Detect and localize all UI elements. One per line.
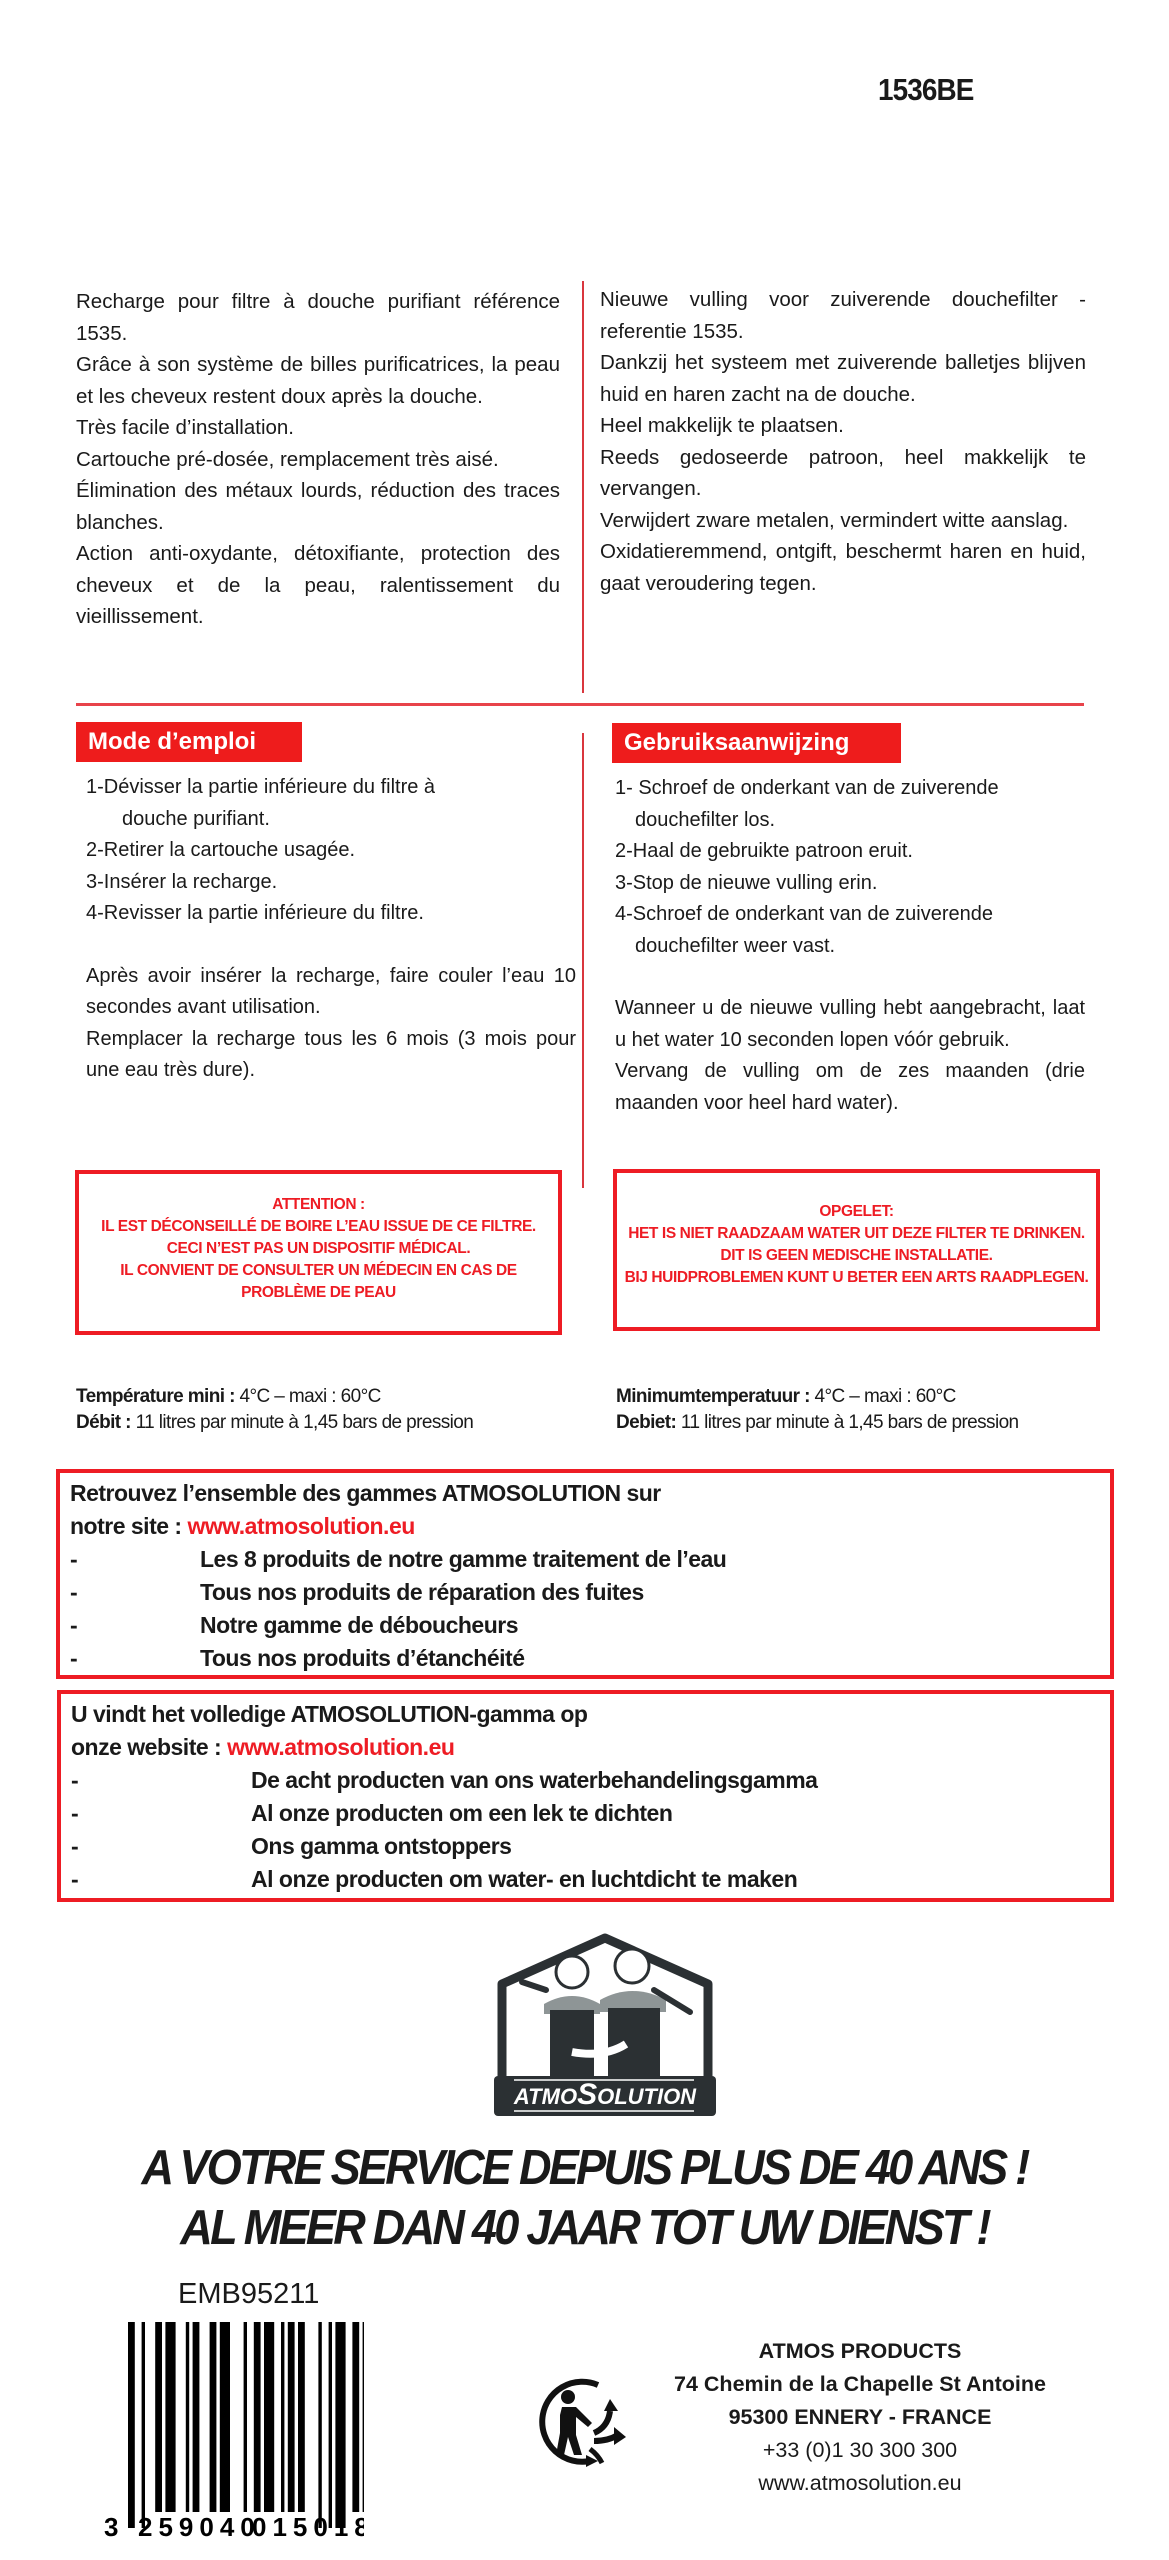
promo-item-text: Tous nos produits d’étanchéité <box>200 1645 525 1671</box>
section-divider <box>76 703 1084 706</box>
flow-label: Debiet: <box>616 1412 677 1433</box>
barcode-bar <box>210 2322 217 2512</box>
step: 1-Dévisser la partie inférieure du filtre à <box>86 776 436 798</box>
barcode-bar <box>335 2322 345 2528</box>
barcode-bar <box>142 2322 145 2528</box>
step-continuation: douchefilter weer vast. <box>635 934 836 957</box>
company-street: 74 Chemin de la Chapelle St Antoine <box>674 2372 1046 2396</box>
description-line: Grâce à son système de billes purificatrices, la peau et les cheveux restent doux après la douche. <box>76 353 560 408</box>
promo-item-text: Ons gamma ontstoppers <box>251 1833 512 1859</box>
warning-line: DIT IS GEEN MEDISCHE INSTALLATIE. <box>720 1247 993 1264</box>
warning-line: IL CONVIENT DE CONSULTER UN MÉDECIN EN CAS DE <box>120 1262 517 1279</box>
website-link[interactable]: www.atmosolution.eu <box>187 1513 415 1539</box>
barcode-bar <box>281 2322 284 2512</box>
description-line: Action anti-oxydante, détoxifiante, protection des cheveux et de la peau, ralentissement du vieillissement. <box>76 542 560 628</box>
promo-item <box>70 1576 1110 1609</box>
barcode-bar <box>155 2322 162 2512</box>
temperature-label: Minimumtemperatuur : <box>616 1386 810 1407</box>
description-line: Recharge pour filtre à douche purifiant référence 1535. <box>76 290 560 345</box>
barcode-bar <box>363 2322 364 2512</box>
step: 4-Schroef de onderkant van de zuiverende <box>615 903 994 925</box>
flow-value: 11 litres par minute à 1,45 bars de pression <box>130 1412 474 1433</box>
description-line: Reeds gedoseerde patroon, heel makkelijk te vervangen. <box>600 445 1086 500</box>
website-link[interactable]: www.atmosolution.eu <box>227 1734 455 1760</box>
flow-label: Débit : <box>76 1412 131 1433</box>
barcode-bar <box>244 2322 247 2512</box>
step: 2-Haal de gebruikte patroon eruit. <box>615 840 913 862</box>
barcode-bar <box>329 2322 332 2528</box>
warning-line: CECI N’EST PAS UN DISPOSITIF MÉDICAL. <box>166 1240 471 1257</box>
promo-item-text: Al onze producten om een lek te dichten <box>251 1800 673 1826</box>
column-divider-top <box>582 281 584 693</box>
description-line: Dankzij het systeem met zuiverende balletjes blijven huid en haren zacht na de douche. <box>600 351 1086 406</box>
slogan-nl: AL MEER DAN 40 JAAR TOT UW DIENST ! <box>180 2201 989 2255</box>
barcode-bar <box>193 2322 200 2512</box>
column-divider-bottom <box>582 733 584 1188</box>
barcode-bar <box>220 2322 230 2512</box>
promo-item-text: Tous nos produits de réparation des fuites <box>200 1579 644 1605</box>
warning-line: BIJ HUIDPROBLEMEN KUNT U BETER EEN ARTS RAADPLEGEN. <box>624 1269 1089 1286</box>
description-line: Très facile d’installation. <box>76 416 295 439</box>
promo-item <box>71 1830 1110 1863</box>
flow-value: 11 litres par minute à 1,45 bars de pression <box>676 1412 1019 1433</box>
barcode-icon <box>104 2320 364 2538</box>
temperature-value: 4°C – maxi : 60°C <box>809 1386 956 1407</box>
bullet-dash: - <box>71 1800 79 1826</box>
promo-box-fr <box>56 1469 1114 1679</box>
recycling-triman <box>538 2375 626 2467</box>
instructions-fr <box>86 772 576 1087</box>
usage-note: Wanneer u de nieuwe vulling hebt aangebracht, laat u het water 10 seconden lopen vóór gebruik. <box>615 997 1085 1051</box>
atmosolution-logo <box>494 1932 716 2116</box>
barcode-bar <box>264 2322 274 2512</box>
step-continuation: douche purifiant. <box>122 807 270 830</box>
barcode-bar <box>352 2322 359 2512</box>
warning-title: OPGELET: <box>819 1203 894 1220</box>
specs-nl <box>616 1384 1019 1436</box>
promo-site-label: notre site : <box>70 1513 188 1539</box>
barcode-bar <box>288 2322 295 2512</box>
description-line: Nieuwe vulling voor zuiverende douchefilter - referentie 1535. <box>600 288 1086 343</box>
step: 3-Insérer la recharge. <box>86 870 278 893</box>
company-name: ATMOS PRODUCTS <box>758 2339 962 2363</box>
bullet-dash: - <box>71 1866 79 1892</box>
step: 3-Stop de nieuwe vulling erin. <box>615 871 878 894</box>
logo-brand-s: S <box>577 2078 598 2111</box>
instructions-heading-fr: Mode d’emploi <box>76 722 302 762</box>
bullet-dash: - <box>71 1833 79 1859</box>
step-continuation: douchefilter los. <box>635 808 776 831</box>
description-line: Oxidatieremmend, ontgift, beschermt haren en huid, gaat veroudering tegen. <box>600 540 1086 595</box>
usage-note: Vervang de vulling om de zes maanden (drie maanden voor heel hard water). <box>615 1060 1085 1114</box>
promo-item <box>71 1863 1110 1896</box>
barcode <box>104 2320 364 2538</box>
barcode-bar <box>254 2322 261 2512</box>
bullet-dash: - <box>71 1767 79 1793</box>
bullet-dash: - <box>70 1579 78 1605</box>
bullet-dash: - <box>70 1612 78 1638</box>
description-line: Élimination des métaux lourds, réduction des traces blanches. <box>76 479 560 534</box>
warning-line: HET IS NIET RAADZAAM WATER UIT DEZE FILTER TE DRINKEN. <box>628 1225 1085 1242</box>
logo-brand-right: OLUTION <box>597 2084 697 2109</box>
barcode-bar <box>318 2322 321 2528</box>
triman-recycle-icon <box>538 2375 626 2467</box>
promo-item <box>71 1797 1110 1830</box>
promo-site-label: onze website : <box>71 1734 228 1760</box>
barcode-bar <box>298 2322 305 2512</box>
promo-item-text: Al onze producten om water- en luchtdicht te maken <box>251 1866 798 1892</box>
logo-brand-left: ATMO <box>513 2084 578 2109</box>
company-city: 95300 ENNERY - FRANCE <box>728 2405 992 2429</box>
barcode-left-group: 259040 <box>138 2512 261 2538</box>
company-website[interactable]: www.atmosolution.eu <box>758 2471 962 2495</box>
barcode-bar <box>128 2322 135 2528</box>
promo-box-nl <box>57 1690 1114 1902</box>
bullet-dash: - <box>70 1645 78 1671</box>
barcode-bar <box>186 2322 189 2512</box>
warning-line: IL EST DÉCONSEILLÉ DE BOIRE L’EAU ISSUE DE CE FILTRE. <box>101 1218 536 1235</box>
promo-item-text: Les 8 produits de notre gamme traitement de l’eau <box>200 1546 727 1572</box>
promo-item <box>70 1543 1110 1576</box>
barcode-right-group: 015018 <box>252 2512 364 2538</box>
bullet-dash: - <box>70 1546 78 1572</box>
company-info <box>640 2335 1080 2500</box>
promo-heading: U vindt het volledige ATMOSOLUTION-gamma op <box>71 1701 588 1727</box>
description-nl <box>600 284 1086 599</box>
promo-heading: Retrouvez l’ensemble des gammes ATMOSOLUTION sur <box>70 1480 661 1506</box>
step: 1- Schroef de onderkant van de zuiverende <box>615 777 999 799</box>
barcode-bar <box>165 2322 175 2512</box>
specs-fr <box>76 1384 473 1436</box>
warning-title: ATTENTION : <box>272 1196 365 1213</box>
product-reference: 1536BE <box>878 72 974 107</box>
step: 2-Retirer la cartouche usagée. <box>86 839 356 861</box>
usage-note: Après avoir insérer la recharge, faire couler l’eau 10 secondes avant utilisation. <box>86 964 576 1018</box>
temperature-label: Température mini : <box>76 1386 235 1407</box>
warning-line: PROBLÈME DE PEAU <box>241 1284 396 1301</box>
emb-code: EMB95211 <box>178 2278 320 2310</box>
logo-icon <box>494 1932 716 2116</box>
instructions-nl <box>615 773 1085 1119</box>
company-phone: +33 (0)1 30 300 300 <box>762 2438 958 2462</box>
warning-box-fr <box>75 1170 562 1335</box>
warning-box-nl <box>613 1169 1100 1331</box>
description-line: Cartouche pré-dosée, remplacement très aisé. <box>76 447 499 471</box>
promo-item <box>71 1764 1110 1797</box>
slogan-fr: A VOTRE SERVICE DEPUIS PLUS DE 40 ANS ! <box>141 2141 1028 2195</box>
promo-item-text: De acht producten van ons waterbehandelingsgamma <box>251 1767 818 1793</box>
temperature-value: 4°C – maxi : 60°C <box>234 1386 381 1407</box>
promo-item <box>70 1642 1110 1675</box>
description-line: Heel makkelijk te plaatsen. <box>600 414 844 437</box>
description-line: Verwijdert zware metalen, vermindert witte aanslag. <box>600 508 1069 532</box>
barcode-first-digit: 3 <box>104 2512 119 2538</box>
promo-item <box>70 1609 1110 1642</box>
instructions-heading-nl: Gebruiksaanwijzing <box>612 723 901 763</box>
usage-note: Remplacer la recharge tous les 6 mois (3 mois pour une eau très dure). <box>86 1027 576 1081</box>
promo-item-text: Notre gamme de déboucheurs <box>200 1612 519 1638</box>
step: 4-Revisser la partie inférieure du filtre. <box>86 902 424 924</box>
description-fr <box>76 286 560 633</box>
